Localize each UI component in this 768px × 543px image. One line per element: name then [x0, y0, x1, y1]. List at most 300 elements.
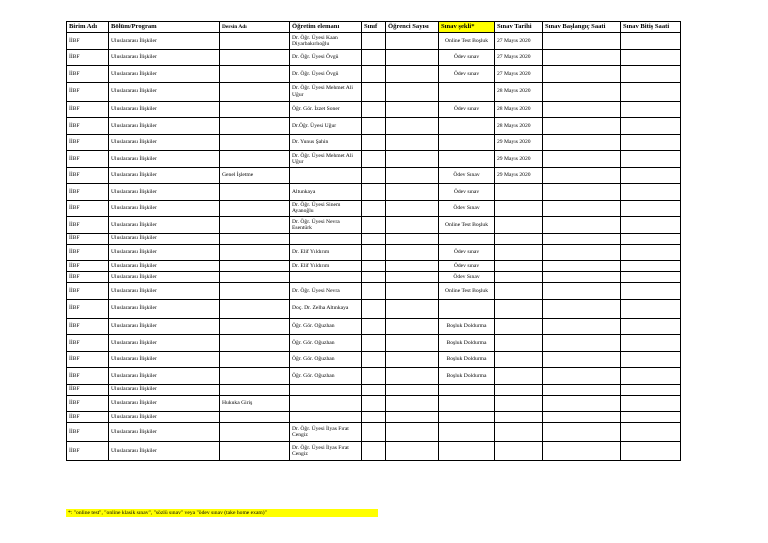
cell-sayi: [386, 101, 439, 118]
table-row: [67, 423, 681, 442]
cell-ogretim: Öğr. Gör. Oğuzhan: [290, 318, 362, 335]
cell-bolum: Uluslararası İlişkiler: [109, 351, 220, 368]
cell-bitis: [621, 151, 681, 168]
cell-bitis: [621, 244, 681, 261]
cell-ogretim: Öğr. Gör. Oğuzhan: [290, 368, 362, 385]
cell-ogretim: Dr. Öğr. Üyesi Övgü: [290, 49, 362, 66]
cell-sayi: [386, 442, 439, 461]
cell-birim: İİBF: [67, 261, 109, 272]
cell-bolum: Uluslararası İlişkiler: [109, 82, 220, 101]
cell-sinif: [362, 49, 386, 66]
cell-ogretim: Dr. Öğr. Üyesi Kaan Diyarbakırlıoğlu: [290, 33, 362, 50]
cell-sinif: [362, 335, 386, 352]
cell-sinif: [362, 233, 386, 244]
cell-sekil: Online Test Boşluk: [439, 283, 495, 300]
cell-ogretim: Dr. Öğr. Üyesi Nevra: [290, 283, 362, 300]
cell-baslangic: [543, 82, 621, 101]
cell-baslangic: [543, 217, 621, 234]
cell-tarih: 28 Mayıs 2020: [495, 82, 543, 101]
cell-birim: İİBF: [67, 335, 109, 352]
cell-sayi: [386, 134, 439, 151]
cell-sayi: [386, 261, 439, 272]
cell-ders: [220, 318, 290, 335]
cell-bitis: [621, 384, 681, 395]
cell-bolum: Uluslararası İlişkiler: [109, 101, 220, 118]
cell-tarih: [495, 283, 543, 300]
cell-sayi: [386, 82, 439, 101]
cell-baslangic: [543, 412, 621, 423]
cell-bolum: Uluslararası İlişkiler: [109, 151, 220, 168]
cell-sinif: [362, 423, 386, 442]
cell-baslangic: [543, 244, 621, 261]
cell-sayi: [386, 395, 439, 412]
table-row: [67, 82, 681, 101]
table-row: [67, 167, 681, 184]
cell-ders: [220, 118, 290, 135]
cell-sayi: [386, 184, 439, 201]
cell-tarih: 27 Mayıs 2020: [495, 33, 543, 50]
cell-ogretim: Dr. Elif Yıldırım: [290, 261, 362, 272]
cell-ders: [220, 244, 290, 261]
cell-sayi: [386, 283, 439, 300]
cell-sayi: [386, 412, 439, 423]
cell-bitis: [621, 368, 681, 385]
cell-tarih: [495, 384, 543, 395]
cell-bitis: [621, 283, 681, 300]
cell-sinif: [362, 368, 386, 385]
cell-tarih: [495, 412, 543, 423]
cell-ogretim: Dr. Öğr. Üyesi Sinem Ayanoğlu: [290, 200, 362, 217]
cell-sekil: Online Test Boşluk: [439, 33, 495, 50]
cell-baslangic: [543, 423, 621, 442]
cell-birim: İİBF: [67, 412, 109, 423]
cell-baslangic: [543, 233, 621, 244]
cell-bolum: Uluslararası İlişkiler: [109, 118, 220, 135]
cell-ders: [220, 351, 290, 368]
cell-baslangic: [543, 299, 621, 318]
cell-sekil: Ödev Sınav: [439, 272, 495, 283]
cell-ogretim: Dr. Öğr. Üyesi İlyas Fırat Cengiz: [290, 423, 362, 442]
cell-bolum: Uluslararası İlişkiler: [109, 33, 220, 50]
table-row: [67, 318, 681, 335]
cell-sinif: [362, 272, 386, 283]
cell-bolum: Uluslararası İlişkiler: [109, 167, 220, 184]
cell-bitis: [621, 335, 681, 352]
cell-birim: İİBF: [67, 351, 109, 368]
cell-birim: İİBF: [67, 423, 109, 442]
cell-bolum: Uluslararası İlişkiler: [109, 261, 220, 272]
cell-birim: İİBF: [67, 151, 109, 168]
header-ogretim: Öğretim elemanı: [290, 22, 362, 33]
header-sayi: Öğrenci Sayısı: [386, 22, 439, 33]
cell-ders: [220, 101, 290, 118]
table-row: [67, 217, 681, 234]
cell-tarih: 27 Mayıs 2020: [495, 49, 543, 66]
header-baslangic: Sınav Başlangıç Saati: [543, 22, 621, 33]
cell-ders: [220, 49, 290, 66]
cell-sinif: [362, 101, 386, 118]
cell-birim: İİBF: [67, 118, 109, 135]
cell-birim: İİBF: [67, 101, 109, 118]
table-row: [67, 368, 681, 385]
cell-sekil: [439, 151, 495, 168]
table-row: [67, 200, 681, 217]
cell-ders: [220, 217, 290, 234]
cell-baslangic: [543, 134, 621, 151]
cell-sayi: [386, 217, 439, 234]
cell-sekil: [439, 233, 495, 244]
cell-ogretim: Öğr. Gör. Oğuzhan: [290, 335, 362, 352]
cell-ders: [220, 423, 290, 442]
cell-birim: İİBF: [67, 184, 109, 201]
cell-sekil: Ödev sınav: [439, 101, 495, 118]
table-row: [67, 151, 681, 168]
cell-sayi: [386, 118, 439, 135]
cell-tarih: 29 Mayıs 2020: [495, 151, 543, 168]
cell-ogretim: Dr. Öğr. Üyesi Övgü: [290, 66, 362, 83]
cell-birim: İİBF: [67, 244, 109, 261]
cell-sayi: [386, 167, 439, 184]
table-row: [67, 384, 681, 395]
cell-sekil: Ödev sınav: [439, 49, 495, 66]
cell-bitis: [621, 299, 681, 318]
footnote: *: "online test", "online klasik sınav", "sözlü sınav" veya "ödev sınav (take home exam)": [66, 509, 378, 517]
cell-birim: İİBF: [67, 200, 109, 217]
cell-ders: [220, 299, 290, 318]
cell-sekil: [439, 395, 495, 412]
table-row: [67, 244, 681, 261]
cell-tarih: [495, 395, 543, 412]
cell-birim: İİBF: [67, 368, 109, 385]
cell-ders: [220, 412, 290, 423]
cell-baslangic: [543, 384, 621, 395]
cell-birim: İİBF: [67, 384, 109, 395]
cell-sekil: [439, 134, 495, 151]
cell-ders: [220, 368, 290, 385]
cell-tarih: [495, 217, 543, 234]
cell-baslangic: [543, 167, 621, 184]
cell-tarih: [495, 423, 543, 442]
table-row: [67, 335, 681, 352]
cell-sinif: [362, 118, 386, 135]
cell-sekil: [439, 118, 495, 135]
cell-bolum: Uluslararası İlişkiler: [109, 200, 220, 217]
cell-bitis: [621, 82, 681, 101]
cell-birim: İİBF: [67, 442, 109, 461]
cell-bitis: [621, 66, 681, 83]
cell-sekil: Boşluk Doldurma: [439, 368, 495, 385]
cell-baslangic: [543, 442, 621, 461]
cell-bitis: [621, 233, 681, 244]
header-bolum: Bölüm/Program: [109, 22, 220, 33]
table-body: [67, 33, 681, 461]
cell-baslangic: [543, 66, 621, 83]
cell-tarih: [495, 318, 543, 335]
table-row: [67, 49, 681, 66]
cell-sinif: [362, 351, 386, 368]
cell-ogretim: [290, 395, 362, 412]
cell-sinif: [362, 200, 386, 217]
cell-sekil: [439, 412, 495, 423]
cell-birim: İİBF: [67, 134, 109, 151]
cell-bolum: Uluslararası İlişkiler: [109, 134, 220, 151]
cell-birim: İİBF: [67, 395, 109, 412]
cell-bolum: Uluslararası İlişkiler: [109, 412, 220, 423]
cell-sinif: [362, 217, 386, 234]
cell-sayi: [386, 151, 439, 168]
cell-sinif: [362, 299, 386, 318]
cell-ders: [220, 272, 290, 283]
cell-baslangic: [543, 184, 621, 201]
cell-ogretim: [290, 384, 362, 395]
cell-sinif: [362, 167, 386, 184]
cell-baslangic: [543, 118, 621, 135]
cell-sayi: [386, 299, 439, 318]
cell-tarih: 28 Mayıs 2020: [495, 101, 543, 118]
cell-sinif: [362, 66, 386, 83]
cell-bitis: [621, 184, 681, 201]
cell-sekil: Ödev sınav: [439, 184, 495, 201]
cell-bitis: [621, 33, 681, 50]
cell-sayi: [386, 384, 439, 395]
cell-tarih: [495, 368, 543, 385]
cell-sinif: [362, 134, 386, 151]
cell-birim: İİBF: [67, 66, 109, 83]
cell-sayi: [386, 368, 439, 385]
cell-birim: İİBF: [67, 217, 109, 234]
cell-birim: İİBF: [67, 233, 109, 244]
cell-tarih: 29 Mayıs 2020: [495, 167, 543, 184]
cell-sinif: [362, 244, 386, 261]
cell-bolum: Uluslararası İlişkiler: [109, 368, 220, 385]
cell-tarih: [495, 335, 543, 352]
cell-baslangic: [543, 33, 621, 50]
cell-baslangic: [543, 200, 621, 217]
cell-baslangic: [543, 151, 621, 168]
table-row: [67, 233, 681, 244]
cell-tarih: 29 Mayıs 2020: [495, 134, 543, 151]
cell-ogretim: Dr. Öğr. Üyesi İlyas Fırat Cengiz: [290, 442, 362, 461]
cell-baslangic: [543, 395, 621, 412]
cell-baslangic: [543, 283, 621, 300]
cell-bolum: Uluslararası İlişkiler: [109, 217, 220, 234]
cell-bitis: [621, 167, 681, 184]
cell-ders: [220, 151, 290, 168]
cell-ders: [220, 442, 290, 461]
cell-ogretim: Dr. Öğr. Üyesi Mehmet Ali Uğur: [290, 151, 362, 168]
table-row: [67, 66, 681, 83]
cell-bitis: [621, 272, 681, 283]
cell-baslangic: [543, 351, 621, 368]
cell-birim: İİBF: [67, 167, 109, 184]
cell-sinif: [362, 412, 386, 423]
cell-tarih: [495, 200, 543, 217]
cell-bitis: [621, 412, 681, 423]
cell-bolum: Uluslararası İlişkiler: [109, 49, 220, 66]
cell-sekil: [439, 299, 495, 318]
cell-sayi: [386, 200, 439, 217]
cell-bolum: Uluslararası İlişkiler: [109, 395, 220, 412]
cell-bolum: Uluslararası İlişkiler: [109, 66, 220, 83]
cell-ders: [220, 184, 290, 201]
cell-ders: [220, 384, 290, 395]
exam-schedule-table: [66, 21, 681, 461]
cell-ogretim: Öğr. Gör. Oğuzhan: [290, 351, 362, 368]
cell-sayi: [386, 423, 439, 442]
cell-ogretim: [290, 412, 362, 423]
cell-sinif: [362, 184, 386, 201]
cell-sayi: [386, 318, 439, 335]
cell-bolum: Uluslararası İlişkiler: [109, 244, 220, 261]
cell-bolum: Uluslararası İlişkiler: [109, 423, 220, 442]
cell-bolum: Uluslararası İlişkiler: [109, 283, 220, 300]
cell-sinif: [362, 395, 386, 412]
cell-bitis: [621, 395, 681, 412]
cell-baslangic: [543, 261, 621, 272]
cell-bitis: [621, 217, 681, 234]
table-row: [67, 412, 681, 423]
cell-ogretim: [290, 233, 362, 244]
cell-tarih: 28 Mayıs 2020: [495, 118, 543, 135]
cell-ders: [220, 200, 290, 217]
cell-baslangic: [543, 368, 621, 385]
cell-baslangic: [543, 272, 621, 283]
cell-ogretim: Dr. Elif Yıldırım: [290, 244, 362, 261]
cell-baslangic: [543, 318, 621, 335]
cell-sekil: Boşluk Doldurma: [439, 351, 495, 368]
cell-sekil: [439, 423, 495, 442]
table-row: [67, 33, 681, 50]
cell-sinif: [362, 318, 386, 335]
cell-sekil: Boşluk Doldurma: [439, 335, 495, 352]
cell-sayi: [386, 244, 439, 261]
table-row: [67, 299, 681, 318]
cell-ders: Hukuka Giriş: [220, 395, 290, 412]
cell-tarih: [495, 184, 543, 201]
cell-ogretim: Öğr. Gör. İzzet Soner: [290, 101, 362, 118]
cell-tarih: [495, 261, 543, 272]
header-sinif: Sınıf: [362, 22, 386, 33]
cell-ders: Genel İşletme: [220, 167, 290, 184]
cell-ogretim: Dr. Öğr. Üyesi Mehmet Ali Uğur: [290, 82, 362, 101]
cell-bitis: [621, 118, 681, 135]
cell-bitis: [621, 200, 681, 217]
cell-ders: [220, 66, 290, 83]
cell-sekil: Ödev sınav: [439, 66, 495, 83]
cell-ogretim: Dr.Öğr. Üyesi Uğur: [290, 118, 362, 135]
cell-sekil: [439, 82, 495, 101]
cell-bitis: [621, 318, 681, 335]
cell-ders: [220, 261, 290, 272]
cell-birim: İİBF: [67, 49, 109, 66]
cell-bolum: Uluslararası İlişkiler: [109, 384, 220, 395]
cell-ogretim: Altunkaya: [290, 184, 362, 201]
cell-baslangic: [543, 335, 621, 352]
header-ders: Dersin Adı: [220, 22, 290, 33]
cell-sinif: [362, 82, 386, 101]
cell-sinif: [362, 151, 386, 168]
cell-tarih: [495, 351, 543, 368]
cell-ogretim: [290, 272, 362, 283]
table-row: [67, 272, 681, 283]
cell-bolum: Uluslararası İlişkiler: [109, 335, 220, 352]
cell-sekil: Ödev sınav: [439, 261, 495, 272]
cell-sekil: Ödev sınav: [439, 244, 495, 261]
table-row: [67, 442, 681, 461]
table-row: [67, 184, 681, 201]
cell-birim: İİBF: [67, 82, 109, 101]
cell-ogretim: Dr. Yunus Şahin: [290, 134, 362, 151]
cell-bitis: [621, 442, 681, 461]
cell-ders: [220, 233, 290, 244]
cell-sayi: [386, 66, 439, 83]
cell-birim: İİBF: [67, 318, 109, 335]
cell-birim: İİBF: [67, 33, 109, 50]
cell-tarih: [495, 299, 543, 318]
table-row: [67, 101, 681, 118]
cell-sekil: [439, 384, 495, 395]
header-sekil: Sınav şekli*: [439, 22, 495, 33]
cell-ders: [220, 283, 290, 300]
cell-bolum: Uluslararası İlişkiler: [109, 233, 220, 244]
cell-sekil: Ödev Sınav: [439, 167, 495, 184]
cell-sayi: [386, 272, 439, 283]
cell-ogretim: [290, 167, 362, 184]
cell-sekil: Ödev Sınav: [439, 200, 495, 217]
cell-tarih: [495, 272, 543, 283]
header-tarih: Sınav Tarihi: [495, 22, 543, 33]
cell-ders: [220, 335, 290, 352]
cell-birim: İİBF: [67, 272, 109, 283]
table-row: [67, 134, 681, 151]
cell-ogretim: Dr. Öğr. Üyesi Nevra Esentürk: [290, 217, 362, 234]
cell-sekil: Boşluk Doldurma: [439, 318, 495, 335]
cell-ders: [220, 82, 290, 101]
cell-ogretim: Doç. Dr. Zelha Altınkaya: [290, 299, 362, 318]
cell-sinif: [362, 283, 386, 300]
cell-bitis: [621, 134, 681, 151]
cell-sayi: [386, 233, 439, 244]
cell-ders: [220, 134, 290, 151]
cell-sayi: [386, 335, 439, 352]
cell-baslangic: [543, 101, 621, 118]
cell-bitis: [621, 423, 681, 442]
cell-bolum: Uluslararası İlişkiler: [109, 272, 220, 283]
cell-bitis: [621, 49, 681, 66]
cell-bolum: Uluslararası İlişkiler: [109, 442, 220, 461]
cell-birim: İİBF: [67, 299, 109, 318]
cell-sekil: [439, 442, 495, 461]
table-row: [67, 351, 681, 368]
cell-bitis: [621, 351, 681, 368]
cell-tarih: [495, 442, 543, 461]
cell-bolum: Uluslararası İlişkiler: [109, 299, 220, 318]
cell-sayi: [386, 351, 439, 368]
table-row: [67, 118, 681, 135]
header-bitis: Sınav Bitiş Saati: [621, 22, 681, 33]
table-header-row: [67, 22, 681, 33]
cell-sayi: [386, 49, 439, 66]
cell-bolum: Uluslararası İlişkiler: [109, 318, 220, 335]
cell-bolum: Uluslararası İlişkiler: [109, 184, 220, 201]
table-row: [67, 283, 681, 300]
cell-birim: İİBF: [67, 283, 109, 300]
cell-sekil: Online Test Boşluk: [439, 217, 495, 234]
header-birim: Birim Adı: [67, 22, 109, 33]
cell-sayi: [386, 33, 439, 50]
table-row: [67, 261, 681, 272]
cell-bitis: [621, 261, 681, 272]
